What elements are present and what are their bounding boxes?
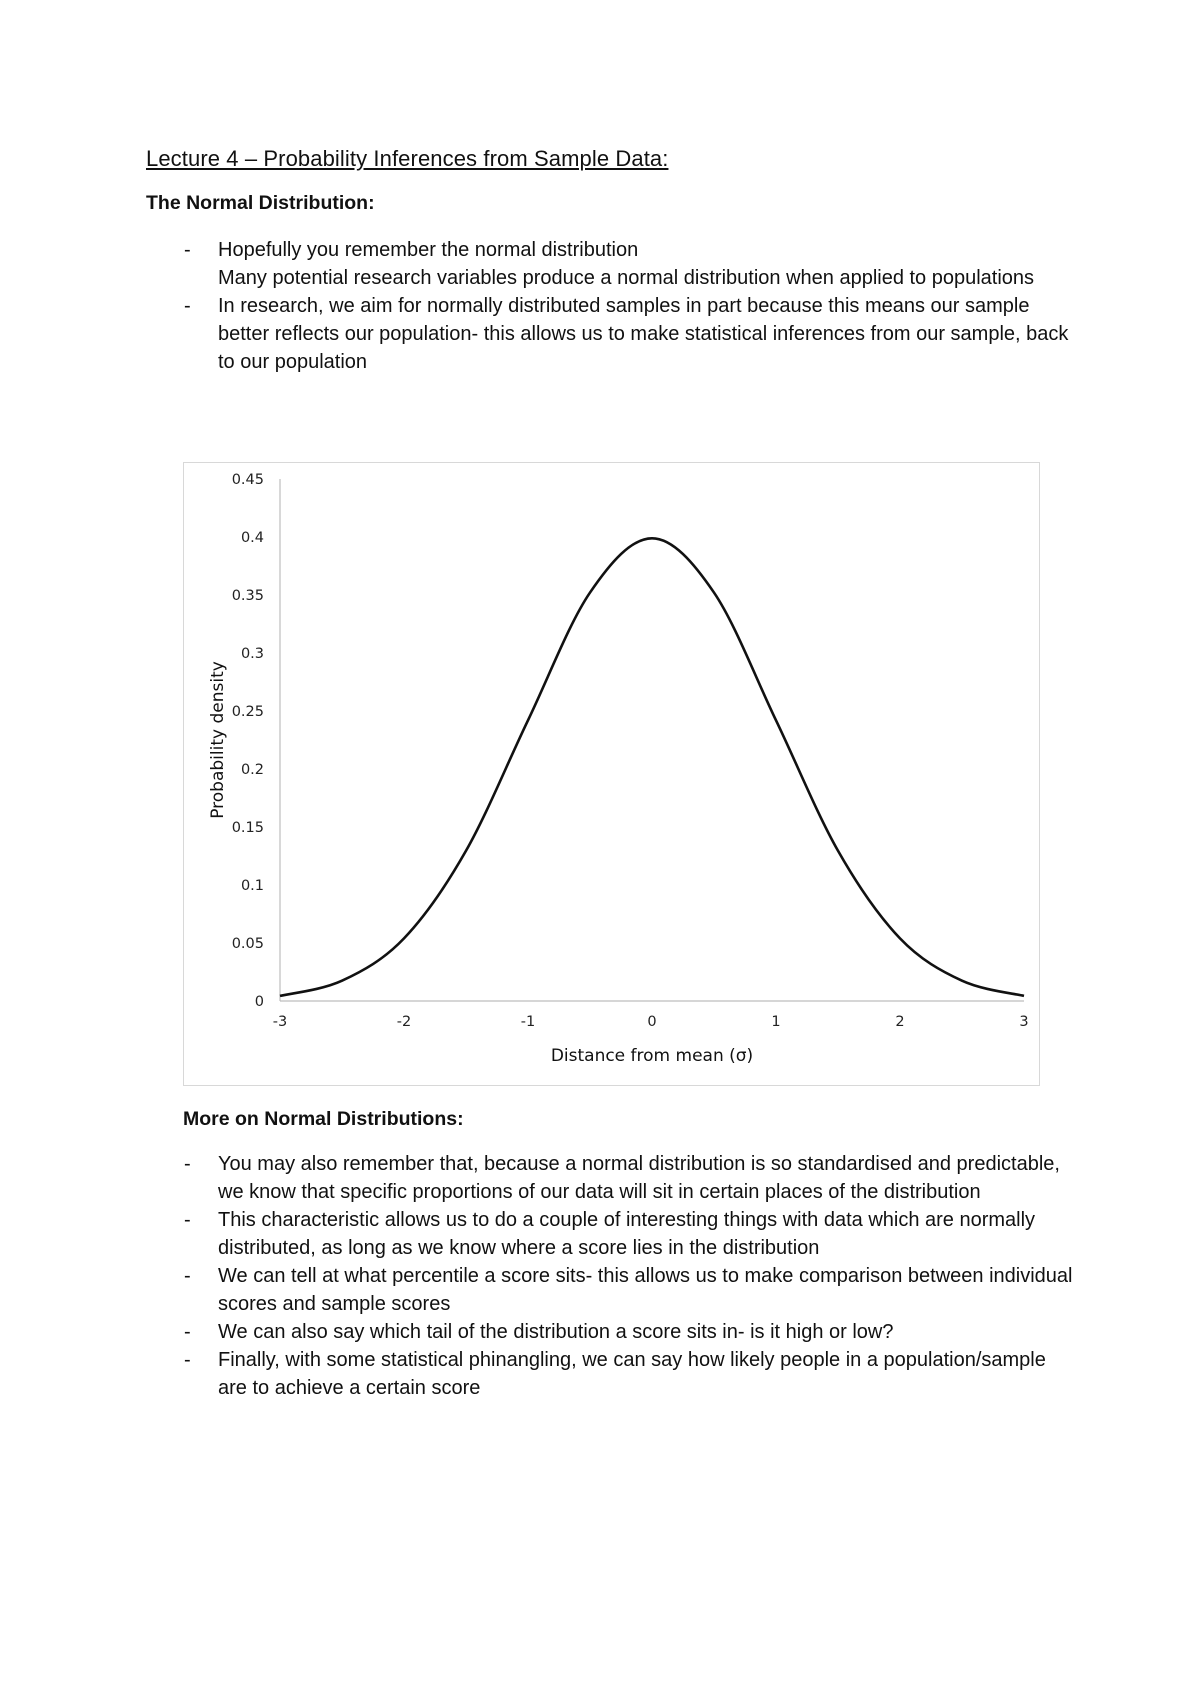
- y-tick-label: 0.45: [231, 472, 264, 488]
- y-tick-label: 0.05: [231, 936, 264, 952]
- x-axis-title: Distance from mean (σ): [550, 1046, 754, 1066]
- bullet-marker: -: [184, 1265, 191, 1287]
- list-item-text: You may also remember that, because a normal distribution is so standardised and predictable, we know that specific proportions of our data will sit in certain places of the distribution: [218, 1153, 1060, 1203]
- normal-distribution-chart: [183, 462, 1040, 1086]
- list-item: [146, 1262, 1076, 1318]
- bullet-marker: -: [184, 239, 191, 261]
- list-item: [146, 1206, 1076, 1262]
- x-tick-label: 2: [895, 1014, 905, 1030]
- chart-svg: [184, 463, 1039, 1085]
- y-tick-label: 0.25: [231, 704, 264, 720]
- list-item-text: We can also say which tail of the distribution a score sits in- is it high or low?: [218, 1321, 894, 1343]
- list-item: [146, 1346, 1076, 1402]
- x-tick-label: -3: [272, 1014, 288, 1030]
- section2-list: [146, 1150, 1076, 1402]
- section-heading-normal-distribution: The Normal Distribution:: [146, 192, 375, 214]
- y-tick-labels: [232, 472, 264, 1010]
- list-item-text: Hopefully you remember the normal distribution: [218, 239, 639, 261]
- bullet-marker: -: [184, 1209, 191, 1231]
- x-tick-label: 0: [647, 1014, 657, 1030]
- list-item-text: This characteristic allows us to do a couple of interesting things with data which are normally distributed, as long as we know where a score lies in the distribution: [218, 1209, 1036, 1259]
- x-tick-label: 1: [771, 1014, 781, 1030]
- bullet-marker: -: [184, 1153, 191, 1175]
- list-item: [146, 292, 1076, 376]
- list-item-text: Many potential research variables produce a normal distribution when applied to populations: [218, 267, 1035, 289]
- list-item-text: We can tell at what percentile a score sits- this allows us to make comparison between individual scores and sample scores: [218, 1265, 1073, 1315]
- y-tick-label: 0.4: [240, 530, 264, 546]
- bullet-marker: -: [184, 1349, 191, 1371]
- list-item-text: In research, we aim for normally distributed samples in part because this means our sample better reflects our population- this allows us to make statistical inferences from our sample, back to our population: [218, 295, 1069, 373]
- y-tick-label: 0.1: [240, 878, 264, 894]
- list-item: [146, 1318, 1076, 1346]
- list-item: [146, 1150, 1076, 1206]
- bullet-marker: -: [184, 295, 191, 317]
- x-tick-label: -2: [396, 1014, 412, 1030]
- x-tick-label: 3: [1019, 1014, 1029, 1030]
- x-tick-label: -1: [520, 1014, 536, 1030]
- section1-list: [146, 236, 1076, 376]
- y-tick-label: 0.35: [231, 588, 264, 604]
- y-tick-label: 0.3: [240, 646, 264, 662]
- section-heading-more-normal: More on Normal Distributions:: [183, 1108, 464, 1130]
- y-tick-label: 0.2: [240, 762, 264, 778]
- list-item: [146, 236, 1076, 292]
- list-item-text: Finally, with some statistical phinangling, we can say how likely people in a population/sample are to achieve a certain score: [218, 1349, 1046, 1399]
- y-tick-label: 0.15: [231, 820, 264, 836]
- bullet-marker: -: [184, 1321, 191, 1343]
- normal-curve-line: [280, 538, 1024, 996]
- x-tick-labels: [273, 1014, 1029, 1030]
- y-tick-label: 0: [254, 994, 264, 1010]
- y-axis-title: Probability density: [208, 661, 228, 819]
- lecture-title: Lecture 4 – Probability Inferences from Sample Data:: [146, 146, 669, 171]
